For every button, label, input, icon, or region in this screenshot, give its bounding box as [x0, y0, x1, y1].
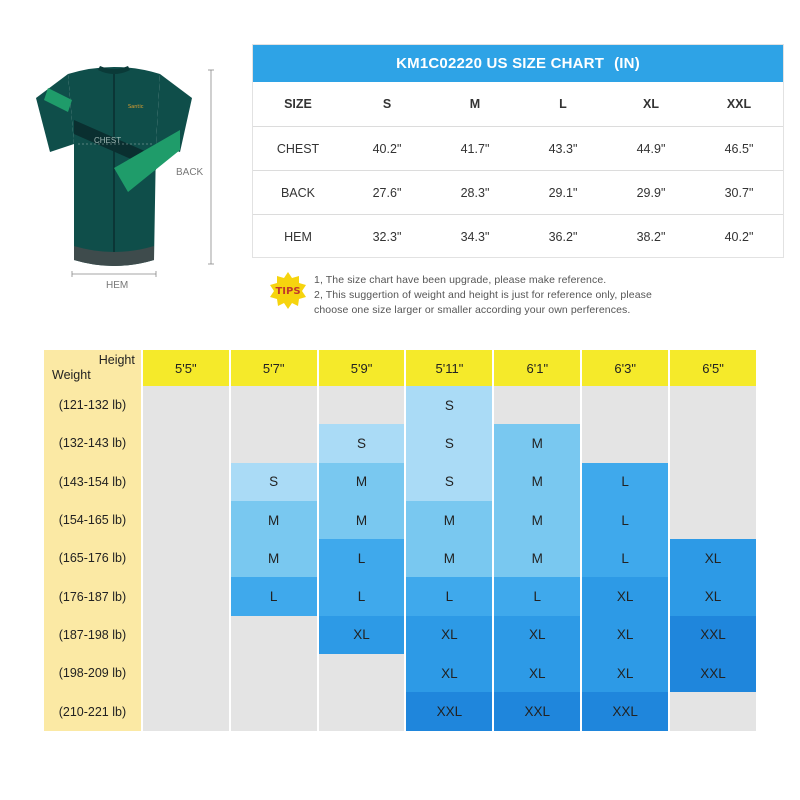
weight-label: (198-209 lb)	[44, 654, 141, 692]
size-value: 40.2"	[372, 141, 402, 156]
fit-grid	[44, 350, 756, 736]
fit-empty-cell	[670, 501, 756, 539]
size-value: 30.7"	[724, 185, 754, 200]
tips-text	[314, 273, 784, 318]
size-row-label: HEM	[284, 229, 312, 244]
fit-size-cell: L	[319, 539, 405, 577]
fit-size-cell: XXL	[670, 616, 756, 654]
fit-size-cell: XL	[319, 616, 405, 654]
tip-line: 1, The size chart have been upgrade, please make reference.	[314, 274, 607, 286]
fit-empty-cell	[319, 692, 405, 730]
fit-size-cell: S	[231, 463, 317, 501]
size-header-s: S	[382, 97, 392, 111]
size-chart-title-text: KM1C02220 US SIZE CHART	[396, 55, 605, 72]
fit-empty-cell	[494, 386, 580, 424]
height-header: 6'3"	[582, 350, 668, 386]
fit-empty-cell	[143, 424, 229, 462]
corner-height-label: Height	[98, 353, 135, 367]
fit-size-cell: S	[319, 424, 405, 462]
size-row-label: CHEST	[276, 141, 320, 156]
hem-label: HEM	[106, 280, 129, 291]
fit-size-cell: M	[319, 501, 405, 539]
weight-label: (154-165 lb)	[44, 501, 141, 539]
fit-grid-row	[44, 616, 756, 654]
size-chart-unit: (IN)	[614, 55, 640, 72]
weight-label: (132-143 lb)	[44, 424, 141, 462]
fit-grid-row	[44, 501, 756, 539]
fit-size-cell: S	[406, 386, 492, 424]
size-value: 34.3"	[460, 229, 490, 244]
fit-size-cell: M	[494, 539, 580, 577]
fit-empty-cell	[143, 616, 229, 654]
fit-size-cell: L	[231, 577, 317, 615]
size-chart-header-row	[253, 82, 783, 126]
fit-empty-cell	[319, 386, 405, 424]
fit-empty-cell	[670, 386, 756, 424]
fit-size-cell: XXL	[582, 692, 668, 730]
fit-empty-cell	[143, 654, 229, 692]
fit-grid-row	[44, 424, 756, 462]
fit-empty-cell	[143, 386, 229, 424]
fit-size-cell: M	[319, 463, 405, 501]
fit-size-cell: XL	[406, 654, 492, 692]
height-header: 6'5"	[670, 350, 756, 386]
fit-grid-header-row	[44, 350, 756, 386]
fit-size-cell: XL	[582, 654, 668, 692]
fit-size-cell: XXL	[670, 654, 756, 692]
size-value: 41.7"	[460, 141, 490, 156]
fit-size-cell: L	[582, 501, 668, 539]
size-header-xl: XL	[643, 97, 659, 111]
fit-empty-cell	[231, 424, 317, 462]
fit-grid-row	[44, 463, 756, 501]
size-value: 29.1"	[548, 185, 578, 200]
fit-size-cell: XL	[494, 654, 580, 692]
size-value: 43.3"	[548, 141, 578, 156]
fit-size-cell: M	[494, 424, 580, 462]
size-header-l: L	[559, 97, 567, 111]
size-row-hem	[253, 214, 783, 258]
fit-empty-cell	[670, 692, 756, 730]
tips-badge-icon	[268, 270, 308, 310]
height-header: 5'7"	[231, 350, 317, 386]
fit-size-cell: L	[406, 577, 492, 615]
fit-empty-cell	[143, 463, 229, 501]
size-row-chest	[253, 126, 783, 170]
back-label: BACK	[176, 167, 204, 178]
fit-size-cell: XXL	[494, 692, 580, 730]
fit-grid-corner	[44, 350, 141, 386]
fit-size-cell: S	[406, 463, 492, 501]
fit-empty-cell	[670, 424, 756, 462]
fit-size-cell: M	[406, 501, 492, 539]
weight-label: (165-176 lb)	[44, 539, 141, 577]
weight-label: (187-198 lb)	[44, 616, 141, 654]
corner-weight-label: Weight	[52, 368, 91, 382]
fit-grid-row	[44, 539, 756, 577]
fit-size-cell: L	[582, 539, 668, 577]
fit-size-cell: M	[494, 463, 580, 501]
fit-grid-row	[44, 386, 756, 424]
svg-text:Santic: Santic	[128, 104, 144, 110]
weight-label: (143-154 lb)	[44, 463, 141, 501]
fit-size-cell: M	[406, 539, 492, 577]
fit-empty-cell	[231, 386, 317, 424]
height-header: 5'11"	[406, 350, 492, 386]
size-value: 38.2"	[636, 229, 666, 244]
fit-empty-cell	[582, 386, 668, 424]
fit-size-cell: XL	[582, 577, 668, 615]
fit-grid-row	[44, 692, 756, 730]
fit-size-cell: L	[582, 463, 668, 501]
size-value: 46.5"	[724, 141, 754, 156]
fit-size-cell: M	[231, 501, 317, 539]
size-header-label: SIZE	[284, 97, 312, 111]
fit-empty-cell	[143, 501, 229, 539]
fit-empty-cell	[231, 692, 317, 730]
size-value: 27.6"	[372, 185, 402, 200]
fit-size-cell: L	[494, 577, 580, 615]
height-header: 5'9"	[319, 350, 405, 386]
size-value: 36.2"	[548, 229, 578, 244]
fit-size-cell: XL	[670, 539, 756, 577]
fit-size-cell: XL	[582, 616, 668, 654]
weight-label: (210-221 lb)	[44, 692, 141, 730]
chest-label: CHEST	[94, 136, 122, 145]
size-value: 44.9"	[636, 141, 666, 156]
size-chart-title	[253, 45, 783, 82]
fit-empty-cell	[231, 654, 317, 692]
size-row-label: BACK	[280, 185, 316, 200]
tips-badge-text: TIPS	[275, 286, 301, 297]
fit-empty-cell	[143, 539, 229, 577]
fit-size-cell: M	[231, 539, 317, 577]
tip-line: choose one size larger or smaller according your own perferences.	[314, 304, 631, 316]
fit-size-cell: XXL	[406, 692, 492, 730]
jersey-illustration	[28, 60, 228, 300]
fit-size-cell: XL	[670, 577, 756, 615]
fit-size-cell: L	[319, 577, 405, 615]
weight-label: (121-132 lb)	[44, 386, 141, 424]
size-row-back	[253, 170, 783, 214]
fit-empty-cell	[582, 424, 668, 462]
fit-size-cell: S	[406, 424, 492, 462]
fit-empty-cell	[143, 577, 229, 615]
fit-size-cell: M	[494, 501, 580, 539]
size-value: 40.2"	[724, 229, 754, 244]
height-header: 6'1"	[494, 350, 580, 386]
size-value: 32.3"	[372, 229, 402, 244]
fit-empty-cell	[319, 654, 405, 692]
size-header-m: M	[469, 97, 481, 111]
fit-size-cell: XL	[494, 616, 580, 654]
fit-grid-row	[44, 654, 756, 692]
fit-size-cell: XL	[406, 616, 492, 654]
tip-line: 2, This suggertion of weight and height is just for reference only, please	[314, 289, 652, 301]
us-size-chart	[252, 44, 784, 258]
jersey-image	[28, 60, 228, 300]
weight-label: (176-187 lb)	[44, 577, 141, 615]
fit-empty-cell	[143, 692, 229, 730]
fit-empty-cell	[231, 616, 317, 654]
fit-grid-row	[44, 577, 756, 615]
size-value: 29.9"	[636, 185, 666, 200]
height-header: 5'5"	[143, 350, 229, 386]
size-header-xxl: XXL	[726, 97, 752, 111]
size-value: 28.3"	[460, 185, 490, 200]
fit-empty-cell	[670, 463, 756, 501]
